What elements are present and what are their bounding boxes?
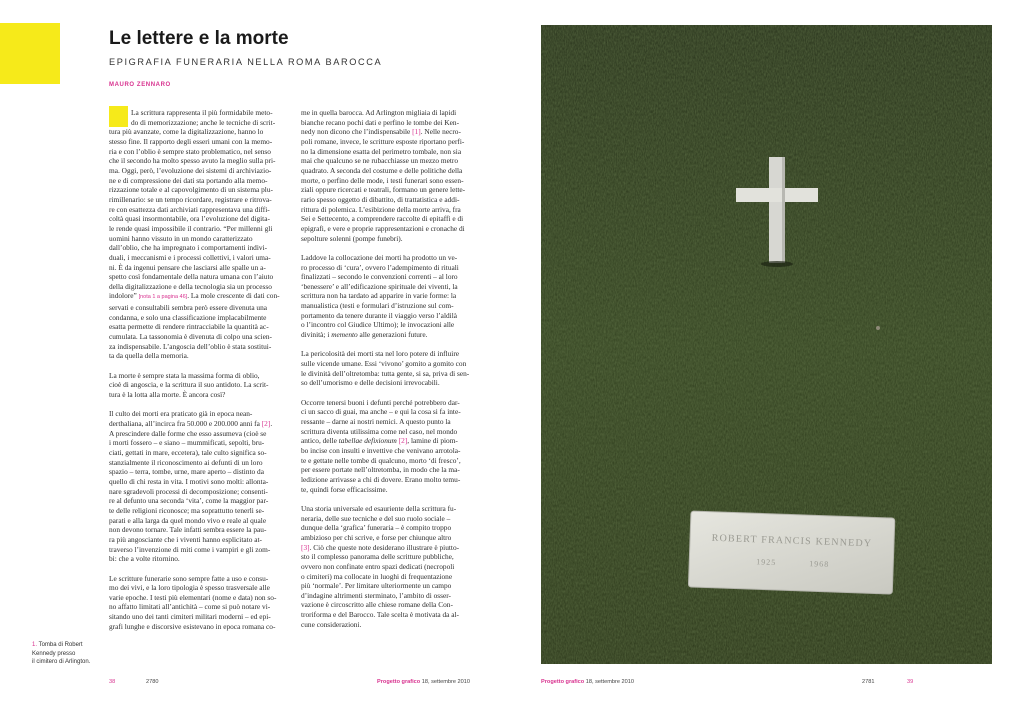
text-line: te e gettate nelle tombe di qualcuno, morto ‘di fresco’,	[301, 455, 461, 465]
text-line: me in quella barocca. Ad Arlington migliaia di lapidi	[301, 108, 457, 117]
text-line: sitando uno dei tanti cimiteri militari moderni – ed epi-	[109, 612, 271, 622]
text-line: re con esattezza dati archiviati rappresentava una diffi-	[109, 204, 270, 214]
footer-left-magazine: Progetto grafico 18, settembre 2010	[377, 679, 470, 685]
text-line: Sei e Settecento, a comprendere raccolte di epitaffi e di	[301, 214, 464, 224]
text-line: quadrato. A seconda del costume e delle politiche della	[301, 165, 463, 175]
text-line: bianche recano pochi dati e perfino le tombe dei Ken-	[301, 117, 460, 127]
text-line: duali, i meccanismi e i processi collettivi, i valori uma-	[109, 252, 271, 262]
text-line: rittura di polemica. L’esibizione della morte arriva, fra	[301, 204, 461, 214]
text-line: ciati, gettati in mare, eccetera), tale culto significa so-	[109, 447, 267, 457]
text-line: rario spesso oggetto di dibattito, di trattatistica e addi-	[301, 194, 460, 204]
text-line: poli romane, invece, le scritture esposte riportano perfi-	[301, 136, 465, 146]
text-line: morte, o perfino delle mode, i testi funerari sono essen-	[301, 175, 464, 185]
text-line: Una storia universale ed esauriente della scrittura fu-	[301, 503, 457, 513]
text-line: traverso l’invenzione di miti come i vampiri e gli zom-	[109, 544, 271, 554]
yellow-color-block	[0, 23, 60, 84]
text-line: sulle vicende umane. Essi ‘vivono’ gomito a gomito con	[301, 359, 467, 369]
text-line: Laddove la collocazione dei morti ha prodotto un ve-	[301, 252, 458, 262]
text-line: finalizzati – secondo le convenzioni correnti – al loro	[301, 272, 458, 282]
grave-photo-svg	[541, 25, 992, 664]
text-line: ziali oppure ricercati e teatrali, formano un genere lette-	[301, 185, 466, 195]
text-line: cumulata. La tassonomia è divenuta di colpo una scien-	[109, 332, 272, 342]
text-line: o l’incontro col Giudice Ultimo); le invocazioni alle	[301, 320, 455, 330]
text-line: manualistica (testi e formulari d’istruzione sul com-	[301, 301, 454, 311]
text-line: coltà quasi insormontabile, ora l’evoluzione del digita-	[109, 214, 270, 224]
footer-right-magazine: Progetto grafico 18, settembre 2010	[541, 679, 634, 685]
text-line: cioè di angoscia, e la scrittura il suo antidoto. La scrit-	[109, 380, 269, 390]
text-line: i morti fossero – e siano – mummificati, sepolti, bru-	[109, 438, 265, 448]
text-line: più ‘normale’. Per limitare ulteriormente un campo	[301, 581, 452, 591]
text-line: ledizione arrivasse a chi di dovere. Erano molto temu-	[301, 474, 461, 484]
footer-right-page-number: 39	[907, 679, 914, 685]
text-line: divinità; i memento alle generazioni future.	[301, 330, 428, 340]
text-line: per essere portate nell’oltretomba, in modo che la ma-	[301, 465, 460, 475]
text-line: no la dimensione esatta del perimetro tombale, non sia	[301, 146, 462, 156]
text-line: grafi lunghe e discorsive esistevano in epoca romana co-	[109, 621, 276, 631]
text-line: ovvero non confinate entro spazi dedicati (necropoli	[301, 561, 455, 571]
text-line: quello di chi resta in vita. I motivi sono molti: allonta-	[109, 476, 269, 486]
article-subtitle: EPIGRAFIA FUNERARIA NELLA ROMA BAROCCA	[109, 57, 383, 67]
caption-line: Tomba di Robert	[38, 642, 83, 648]
text-line: ambizioso per chi scrive, e forse per chiunque altro	[301, 532, 452, 542]
text-line: antico, delle tabellae defixionum [2], lamine di piom-	[301, 436, 458, 446]
caption-line: Kennedy presso	[32, 650, 76, 657]
text-line: ria e con l’oblio è sempre stato problematico, nel senso	[109, 146, 271, 156]
text-line: ra più angosciante che i viventi hanno esplicitato at-	[109, 534, 262, 544]
text-line: so dell’umorismo e delle decisioni irrevocabili.	[301, 378, 440, 388]
text-line: ta da quella della memoria.	[109, 351, 189, 361]
text-line: esatta permette di rendere rintracciabile la quantità ac-	[109, 322, 269, 332]
text-line: nedy non dicono che l’indispensabile [1]. Nelle necro-	[301, 127, 461, 137]
text-line: cune considerazioni.	[301, 619, 362, 629]
left-text-column	[109, 108, 292, 631]
text-line: indolore” [nota 1 a pagina 46]. La mole crescente di dati con-	[109, 291, 280, 301]
text-line: [3]. Ciò che queste note desiderano illustrare è piutto-	[301, 542, 460, 552]
text-line: dunque della ‘grafica’ funeraria – è compito troppo	[301, 523, 452, 533]
text-line: ‘benessere’ e all’edificazione spirituale dei viventi, la	[301, 281, 458, 291]
article-title: Le lettere e la morte	[109, 28, 289, 49]
grave-marker	[688, 511, 895, 594]
text-line: rimillenario: se un tempo ricordare, registrare e ritrova-	[109, 194, 272, 204]
caption-number: 1.	[32, 642, 38, 648]
photo-caption	[32, 641, 104, 667]
kennedy-grave-photo	[541, 25, 992, 664]
text-line: spazio – terra, tombe, urne, mare aperto – distinto da	[109, 467, 264, 477]
text-line: sepolture solenni (pompe funebri).	[301, 233, 403, 243]
text-line: servati e consultabili sembra però essere divenuta una	[109, 303, 268, 313]
text-line: scrittura non ha tardato ad apparire in varie forme: la	[301, 291, 457, 301]
text-line: sto il complesso panorama delle scritture pubbliche,	[301, 552, 454, 562]
text-line: derthaliana, all’incirca fra 50.000 e 200.000 anni fa [2].	[109, 419, 273, 428]
text-line: troriforma e del Barocco. Tale scelta è motivata da al-	[301, 610, 459, 620]
text-line: Il culto dei morti era praticato già in epoca nean-	[109, 409, 253, 419]
grave-name: ROBERT FRANCIS KENNEDY	[711, 532, 873, 550]
text-line: La pericolosità dei morti sta nel loro potere di influire	[301, 349, 460, 359]
text-line: no affatto limitati all’antichità – come si può notare vi-	[109, 602, 271, 612]
leaf-speck	[876, 326, 880, 330]
text-line: uomini hanno vissuto in un mondo caratterizzato	[109, 233, 253, 243]
text-line: che il secondo ha molto spesso avuto la meglio sulla pri-	[109, 156, 276, 166]
footer-left-page-number: 38	[109, 679, 116, 685]
text-line: ne e di compressione dei dati sta portando alla memo-	[109, 175, 268, 185]
text-line: mo dei vivi, e la loro tipologia è spesso trasversale alle	[109, 583, 270, 593]
article-author: MAURO ZENNARO	[109, 82, 171, 88]
text-line: ressante – darne ai nostri nemici. A questo punto la	[301, 417, 451, 426]
text-line: ni. È da ingenui pensare che lasciarsi alle spalle un a-	[109, 262, 266, 272]
text-line: condanna, e solo una classificazione implacabilmente	[109, 312, 267, 322]
footer-left-issue-number: 2780	[146, 679, 159, 685]
text-line: do di memorizzazione; anche le tecniche di scrit-	[131, 117, 276, 127]
text-line: tura è la lotta alla morte. È ancora così?	[109, 390, 226, 400]
text-line: za indispensabile. L’angoscia dell’oblio è stata sostitui-	[109, 341, 272, 351]
text-line: o cimiteri) ma collocate in luoghi di frequentazione	[301, 571, 453, 581]
text-line: mai che qualcuno se ne rubacchiasse un mezzo metro	[301, 156, 459, 166]
text-line: Le scritture funerarie sono sempre fatte a uso e consu-	[109, 573, 269, 583]
text-line: bi: che a volte ritornino.	[109, 554, 180, 564]
grave-year-end: 1968	[809, 559, 830, 569]
text-line: re al defunto una seconda ‘vita’, come la maggior par-	[109, 496, 269, 506]
text-line: scrittura diventa utilissima come nel caso, nel mondo	[301, 426, 458, 436]
footer-right-issue-number: 2781	[862, 679, 875, 685]
text-line: stanzialmente il riconoscimento ai defunti di un loro	[109, 457, 263, 467]
text-line: d’indagine altrimenti sterminato, l’ambito di osser-	[301, 590, 451, 600]
text-line: La scrittura rappresenta il più formidabile meto-	[131, 108, 273, 117]
right-text-column	[301, 108, 484, 629]
text-line: vazione è circoscritto alle chiese romane della Con-	[301, 600, 453, 610]
text-line: ro processo di ‘cura’, ovvero l’adempimento di rituali	[301, 262, 459, 272]
text-line: Occorre tenersi buoni i defunti perché potrebbero dar-	[301, 397, 460, 407]
text-line: le divinità dell’oltretomba: tutta gente, si sa, priva di sen-	[301, 368, 470, 378]
text-line: te delle religioni riconosce; ma soprattutto tenerli se-	[109, 505, 265, 515]
text-line: ci un sacco di guai, ma anche – e qui la cosa si fa inte-	[301, 407, 461, 417]
caption-line: il cimitero di Arlington.	[32, 659, 91, 665]
text-line: nare sgradevoli processi di decomposizione; consenti-	[109, 486, 268, 496]
text-line: rizzazione totale e al capovolgimento di un sistema plu-	[109, 185, 273, 195]
text-line: stesso fine. Il rapporto degli esseri umani con la memo-	[109, 136, 273, 146]
text-line: ma. Oggi, però, l’evoluzione dei sistemi di archiviazio-	[109, 165, 272, 175]
text-line: te, quindi forse efficacissime.	[301, 484, 388, 494]
grave-year-start: 1925	[756, 557, 777, 568]
text-line: parati e alla larga da quel mondo vivo e reale al quale	[109, 515, 267, 525]
text-line: della digitalizzazione e della tecnologia sia un processo	[109, 281, 272, 291]
text-line: A prescindere dalle forme che esso assumeva (cioè se	[109, 428, 267, 438]
text-line: spetto così fondamentale della natura umana con l’aiuto	[109, 272, 274, 282]
text-line: dall’oblio, che ha impregnato i comportamenti indivi-	[109, 243, 268, 253]
text-line: La morte è sempre stata la massima forma di oblio,	[109, 370, 260, 380]
text-line: epigrafi, e vere e proprie rappresentazioni e cronache di	[301, 223, 465, 233]
text-line: neraria, delle sue tecniche e del suo ruolo sociale –	[301, 513, 451, 523]
text-line: bo incise con insulti e invettive che venivano arrotola-	[301, 445, 461, 455]
text-line: varie epoche. I testi più elementari (nome e data) non so-	[109, 592, 277, 602]
text-line: non devono tornare. Tale infatti sembra essere la pau-	[109, 525, 267, 535]
text-line: portamento da tenere durante il viaggio verso l’aldilà	[301, 310, 457, 320]
text-line: tura più avanzate, come la digitalizzazione, hanno lo	[109, 127, 264, 137]
text-line: le rende quasi impossibile il contrario. “Per millenni gli	[109, 223, 273, 233]
